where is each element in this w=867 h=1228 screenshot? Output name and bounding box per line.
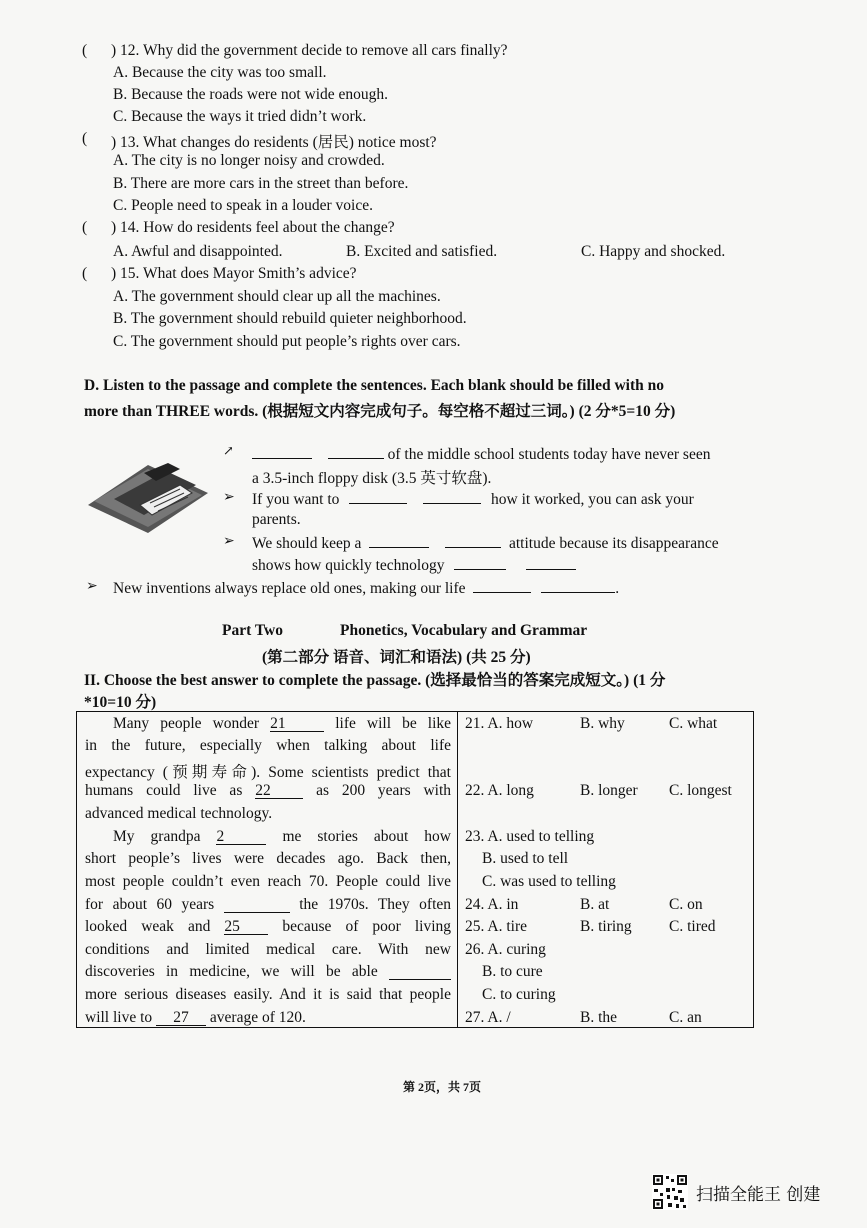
blank-3b[interactable]: [445, 533, 501, 548]
sentence-2-line-1: If you want to how it worked, you can ask your: [252, 491, 694, 508]
passage-line-2: in the future, especially when talking about life: [85, 737, 451, 754]
blank-3c[interactable]: [454, 555, 506, 570]
blank-3a[interactable]: [369, 533, 429, 548]
passage-line-9: for about 60 years the 1970s. They often: [85, 896, 452, 913]
blank-22[interactable]: 22: [255, 784, 303, 799]
q13-option-c: C. People need to speak in a louder voice.: [113, 197, 373, 214]
option-25a[interactable]: 25. A. tire: [465, 918, 527, 935]
option-25c[interactable]: C. tired: [669, 918, 716, 935]
table-divider: [457, 712, 458, 1027]
blank-23[interactable]: 2: [216, 830, 266, 845]
bullet-2: ➢: [223, 490, 235, 505]
bullet-1: ↗: [223, 443, 234, 458]
option-27b[interactable]: B. the: [580, 1009, 618, 1026]
passage-line-7: short people’s lives were decades ago. Back then,: [85, 850, 451, 867]
passage-line-13: more serious diseases easily. And it is said that people: [85, 986, 451, 1003]
sentence-1-line-2: a 3.5-inch floppy disk (3.5 英寸软盘).: [252, 470, 492, 487]
q15-paren: (: [82, 265, 88, 282]
bullet-3: ➢: [223, 534, 235, 549]
blank-2a[interactable]: [349, 489, 407, 504]
blank-4a[interactable]: [473, 578, 531, 593]
section-ii-instruction-1: II. Choose the best answer to complete the passage. (选择最恰当的答案完成短文。) (1 分: [84, 672, 666, 689]
option-26a[interactable]: 26. A. curing: [465, 941, 546, 958]
q14-stem: ) 14. How do residents feel about the change?: [111, 219, 395, 236]
page-number: 第 2页，共 7页: [403, 1080, 482, 1094]
q13-option-a: A. The city is no longer noisy and crowded.: [113, 152, 385, 169]
q12-option-b: B. Because the roads were not wide enough.: [113, 86, 389, 103]
q12-option-c: C. Because the ways it tried didn’t work.: [113, 108, 367, 125]
passage-line-3: expectancy (预期寿命). Some scientists predict that: [85, 764, 451, 781]
option-26c[interactable]: C. to curing: [482, 986, 556, 1003]
passage-line-1: Many people wonder 21 life will be like: [113, 715, 452, 732]
option-21b[interactable]: B. why: [580, 715, 625, 732]
q13-paren: (: [82, 130, 88, 147]
q12-paren: (: [82, 42, 88, 59]
q12-stem: ) 12. Why did the government decide to remove all cars finally?: [111, 42, 508, 59]
section-d-instruction-1: D. Listen to the passage and complete the sentences. Each blank should be filled with no: [84, 377, 665, 394]
option-22a[interactable]: 22. A. long: [465, 782, 534, 799]
bullet-4: ➢: [86, 579, 98, 594]
option-23a[interactable]: 23. A. used to telling: [465, 828, 595, 845]
sentence-2-line-2: parents.: [252, 511, 301, 528]
blank-21[interactable]: 21: [270, 717, 324, 732]
passage-line-14: will live to 27 average of 120.: [85, 1009, 306, 1026]
option-24c[interactable]: C. on: [669, 896, 703, 913]
q14-option-a: A. Awful and disappointed.: [113, 243, 283, 260]
blank-4b[interactable]: [541, 578, 615, 593]
sentence-1-line-1: [252, 444, 710, 464]
blank-27[interactable]: 27: [156, 1011, 206, 1026]
floppy-disk-icon: [84, 455, 212, 535]
option-23c[interactable]: C. was used to telling: [482, 873, 616, 890]
passage-line-11: conditions and limited medical care. With new: [85, 941, 451, 958]
passage-line-6: My grandpa 2 me stories about how: [113, 828, 451, 845]
passage-line-5: advanced medical technology.: [85, 805, 273, 822]
q13-stem: ) 13. What changes do residents (居民) notice most?: [111, 134, 437, 151]
part-two-subtitle: (第二部分 语音、词汇和语法) (共 25 分): [262, 649, 531, 666]
blank-25[interactable]: 25: [224, 920, 268, 935]
option-24a[interactable]: 24. A. in: [465, 896, 519, 913]
blank-1a[interactable]: [252, 444, 312, 459]
option-22c[interactable]: C. longest: [669, 782, 732, 799]
passage-line-4: humans could live as 22 as 200 years with: [85, 782, 452, 799]
blank-1b[interactable]: [328, 444, 384, 459]
blank-2b[interactable]: [423, 489, 481, 504]
q12-option-a: A. Because the city was too small.: [113, 64, 327, 81]
option-22b[interactable]: B. longer: [580, 782, 638, 799]
option-25b[interactable]: B. tiring: [580, 918, 632, 935]
sentence-4: New inventions always replace old ones, making our life .: [113, 580, 620, 597]
blank-3d[interactable]: [526, 555, 576, 570]
option-23b[interactable]: B. used to tell: [482, 850, 569, 867]
q14-paren: (: [82, 219, 88, 236]
option-26b[interactable]: B. to cure: [482, 963, 543, 980]
option-27c[interactable]: C. an: [669, 1009, 702, 1026]
passage-line-10: looked weak and 25 because of poor living: [85, 918, 452, 935]
cloze-table: [76, 711, 754, 1028]
part-two-title: Part Two: [222, 622, 283, 639]
q15-stem: ) 15. What does Mayor Smith’s advice?: [111, 265, 357, 282]
option-24b[interactable]: B. at: [580, 896, 610, 913]
q14-option-c: C. Happy and shocked.: [581, 243, 726, 260]
passage-line-12: discoveries in medicine, we will be able: [85, 963, 451, 981]
q15-option-c: C. The government should put people’s rights over cars.: [113, 333, 461, 350]
qr-code-icon: [652, 1174, 688, 1210]
sentence-1-text: of the middle school students today have never seen: [387, 446, 711, 463]
part-two-subject: Phonetics, Vocabulary and Grammar: [340, 622, 588, 639]
q13-option-b: B. There are more cars in the street than before.: [113, 175, 409, 192]
section-d-instruction-2: more than THREE words. (根据短文内容完成句子。每空格不超过三词。) (2 分*5=10 分): [84, 403, 676, 420]
section-ii-instruction-2: *10=10 分): [84, 694, 157, 711]
sentence-3-line-2: shows how quickly technology: [252, 555, 576, 575]
q15-option-a: A. The government should clear up all the machines.: [113, 288, 441, 305]
sentence-3-line-1: We should keep a attitude because its disappearance: [252, 535, 719, 552]
scanner-brand: 扫描全能王 创建: [696, 1185, 821, 1205]
q14-option-b: B. Excited and satisfied.: [346, 243, 498, 260]
blank-26[interactable]: [389, 965, 451, 980]
passage-line-8: most people couldn’t even reach 70. People could live: [85, 873, 451, 890]
q15-option-b: B. The government should rebuild quieter neighborhood.: [113, 310, 467, 327]
option-27a[interactable]: 27. A. /: [465, 1009, 511, 1026]
blank-24[interactable]: [224, 898, 290, 913]
option-21c[interactable]: C. what: [669, 715, 718, 732]
option-21a[interactable]: 21. A. how: [465, 715, 534, 732]
